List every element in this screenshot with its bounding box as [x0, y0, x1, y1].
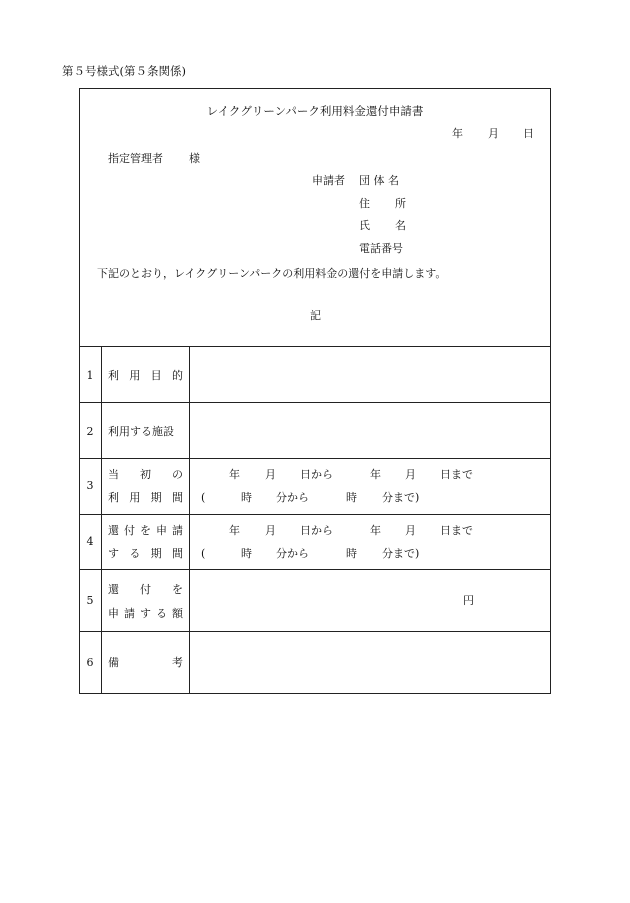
row-3-number: 3: [86, 479, 94, 492]
row-3-open-paren: (: [201, 491, 206, 504]
row-5-yen-unit: 円: [463, 594, 474, 607]
applicant-name-label: 氏 名: [359, 219, 406, 232]
row-4-from-hour: 時: [241, 547, 252, 560]
document-title: レイクグリーンパーク利用料金還付申請書: [206, 104, 424, 118]
row-6-number: 6: [86, 656, 94, 669]
row-4-label-line2: す る 期 間: [108, 547, 183, 560]
row-4-open-paren: (: [201, 547, 206, 560]
addressee-name: 指定管理者: [108, 152, 163, 165]
row-3-from-month: 月: [265, 468, 276, 481]
divider-row-3: [79, 514, 551, 515]
row-3-from-minute: 分から: [276, 491, 309, 504]
row-4-number: 4: [86, 535, 94, 548]
row-5-label-line1: 還 付 を: [108, 583, 183, 596]
row-2-number: 2: [86, 425, 94, 438]
row-3-from-day: 日から: [300, 468, 333, 481]
row-3-label-line2: 利 用 期 間: [108, 491, 183, 504]
row-3-to-hour: 時: [346, 491, 357, 504]
divider-row-2: [79, 458, 551, 459]
row-2-label: 利用する施設: [108, 425, 174, 438]
row-3-to-month: 月: [405, 468, 416, 481]
divider-row-4: [79, 569, 551, 570]
row-4-to-year: 年: [370, 524, 381, 537]
row-1-number: 1: [86, 369, 94, 382]
addressee-honorific: 様: [189, 152, 200, 165]
column-divider-number: [101, 346, 102, 694]
divider-row-5: [79, 631, 551, 632]
body-text: 下記のとおり，レイクグリーンパークの利用料金の還付を申請します。: [97, 267, 447, 280]
row-3-label-line1: 当 初 の: [108, 468, 183, 481]
row-4-from-minute: 分から: [276, 547, 309, 560]
row-4-from-month: 月: [265, 524, 276, 537]
row-3-to-minute: 分まで): [382, 491, 420, 504]
ki-marker: 記: [310, 309, 321, 322]
row-4-from-day: 日から: [300, 524, 333, 537]
applicant-org-label: 団 体 名: [359, 174, 399, 187]
row-3-from-hour: 時: [241, 491, 252, 504]
row-4-to-hour: 時: [346, 547, 357, 560]
divider-row-1: [79, 402, 551, 403]
row-4-to-day: 日まで: [440, 524, 473, 537]
divider-header: [79, 346, 551, 347]
applicant-phone-label: 電話番号: [359, 242, 403, 255]
column-divider-label: [189, 346, 190, 694]
applicant-label: 申請者: [312, 174, 345, 187]
row-4-from-year: 年: [229, 524, 240, 537]
applicant-address-label: 住 所: [359, 197, 406, 210]
date-year: 年: [452, 127, 463, 140]
row-3-to-day: 日まで: [440, 468, 473, 481]
row-3-to-year: 年: [370, 468, 381, 481]
date-day: 日: [523, 127, 534, 140]
row-4-to-month: 月: [405, 524, 416, 537]
form-reference: 第５号様式(第５条関係): [62, 64, 186, 78]
row-5-label-line2: 申 請 す る 額: [108, 607, 183, 620]
row-3-from-year: 年: [229, 468, 240, 481]
row-4-to-minute: 分まで): [382, 547, 420, 560]
row-4-label-line1: 還 付 を 申 請: [108, 524, 183, 537]
row-6-label: 備 考: [108, 656, 183, 669]
row-1-label: 利 用 目 的: [108, 369, 183, 382]
row-5-number: 5: [86, 594, 94, 607]
date-month: 月: [488, 127, 499, 140]
